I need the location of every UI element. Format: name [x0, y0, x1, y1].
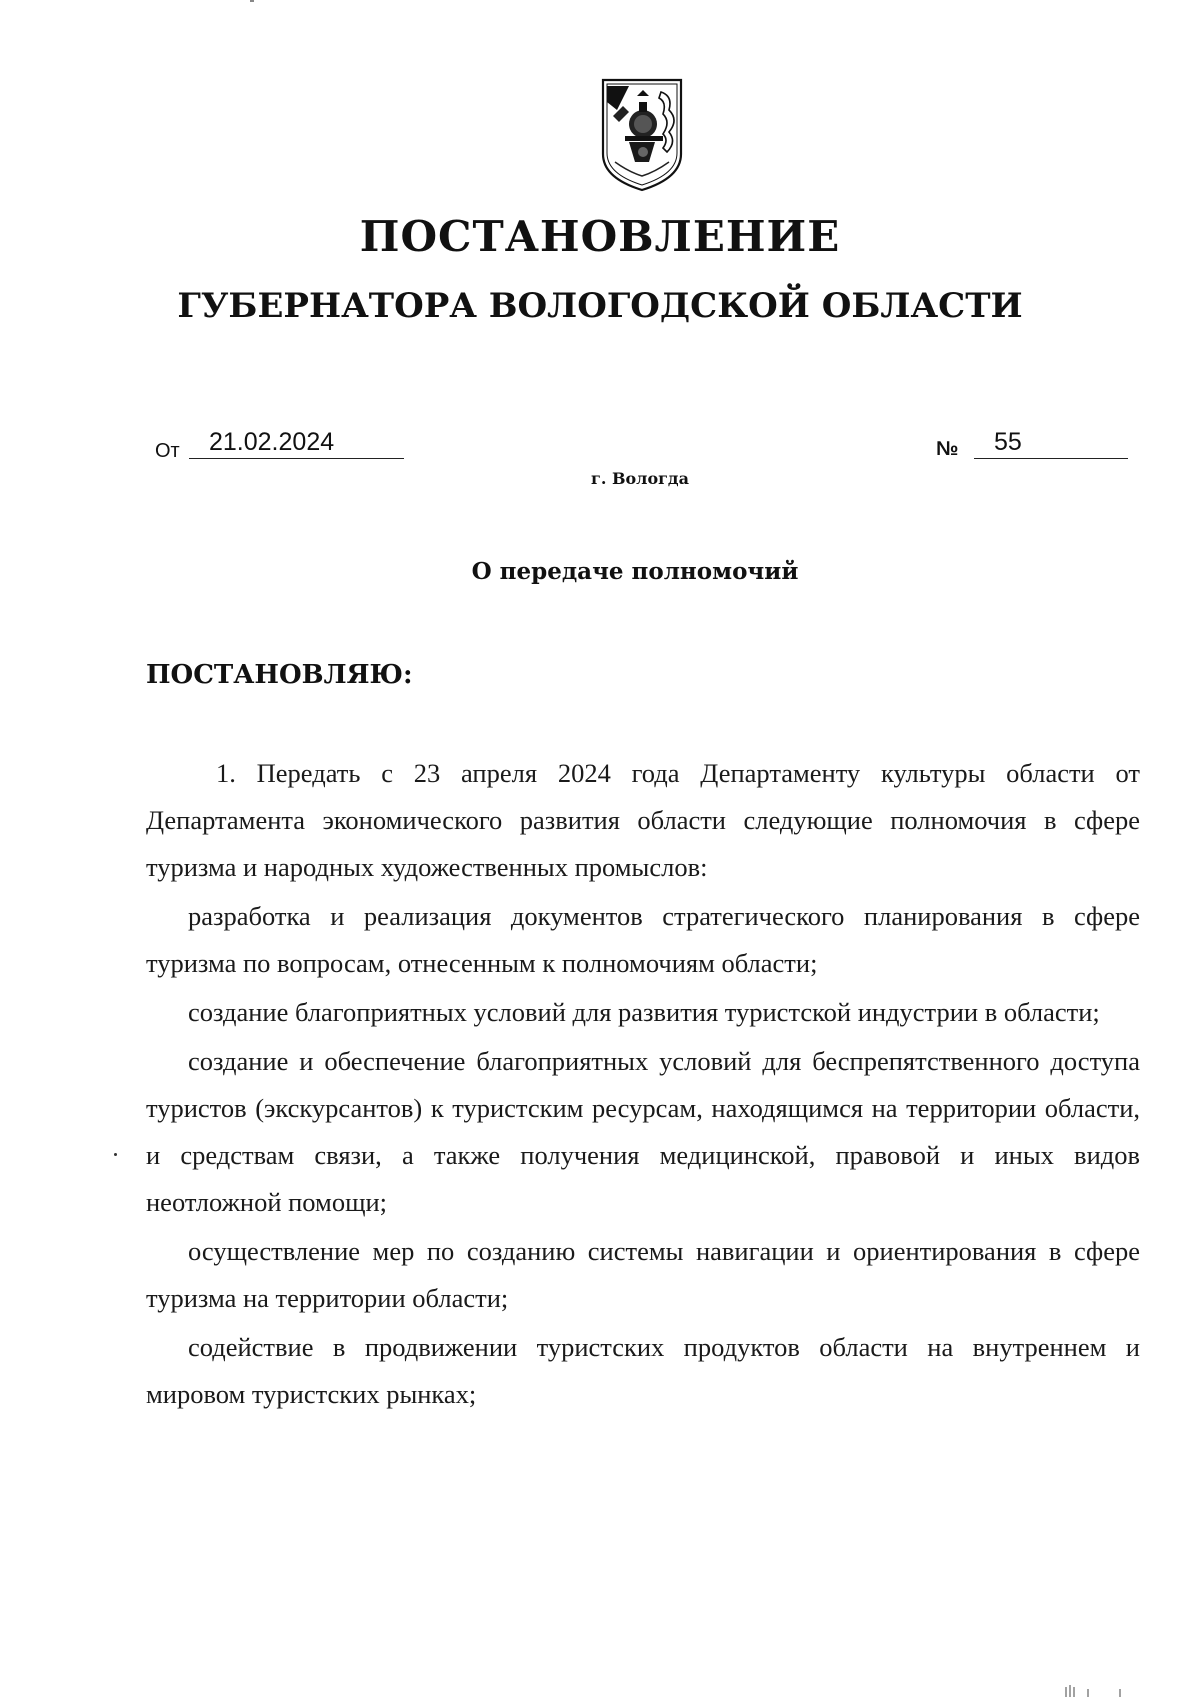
paragraph-1: 1. Передать с 23 апреля 2024 года Департаменту культуры области от Департамента экономического развития области следующие полномочия в сфере туризма и народных художественных промыслов: — [146, 758, 1140, 882]
document-title: ПОСТАНОВЛЕНИЕ — [359, 212, 841, 261]
number-value: 55 — [974, 426, 1128, 459]
paragraph-4: создание и обеспечение благоприятных условий для беспрепятственного доступа туристов (экскурсантов) к туристским ресурсам, находящимся на территории области, и средствам связи, а также получения медицинской, правовой и иных видов неотложной помощи; — [146, 1046, 1140, 1217]
scan-edge-marks — [1064, 1683, 1124, 1697]
document-subject: О передаче полномочий — [471, 558, 799, 585]
city-label: г. Вологда — [591, 469, 689, 488]
paragraph-6: содействие в продвижении туристских продуктов области на внутреннем и мировом туристских рынках; — [146, 1332, 1140, 1409]
number-label: № — [936, 438, 959, 460]
date-value: 21.02.2024 — [189, 426, 404, 459]
document-subtitle: ГУБЕРНАТОРА ВОЛОГОДСКОЙ ОБЛАСТИ — [177, 286, 1023, 326]
paragraph-3: создание благоприятных условий для развития туристской индустрии в области; — [188, 997, 1100, 1027]
date-label: От — [155, 440, 180, 462]
scan-mark — [250, 0, 254, 2]
vologda-coat-of-arms-icon — [599, 76, 685, 194]
scan-dot — [114, 1153, 117, 1156]
paragraph-5: осуществление мер по созданию системы навигации и ориентирования в сфере туризма на территории области; — [146, 1236, 1140, 1313]
number-block — [936, 428, 1022, 461]
date-block — [155, 428, 335, 463]
document-body — [146, 750, 1140, 1420]
paragraph-2: разработка и реализация документов стратегического планирования в сфере туризма по вопросам, отнесенным к полномочиям области; — [146, 901, 1140, 978]
decree-heading: ПОСТАНОВЛЯЮ: — [146, 660, 413, 690]
